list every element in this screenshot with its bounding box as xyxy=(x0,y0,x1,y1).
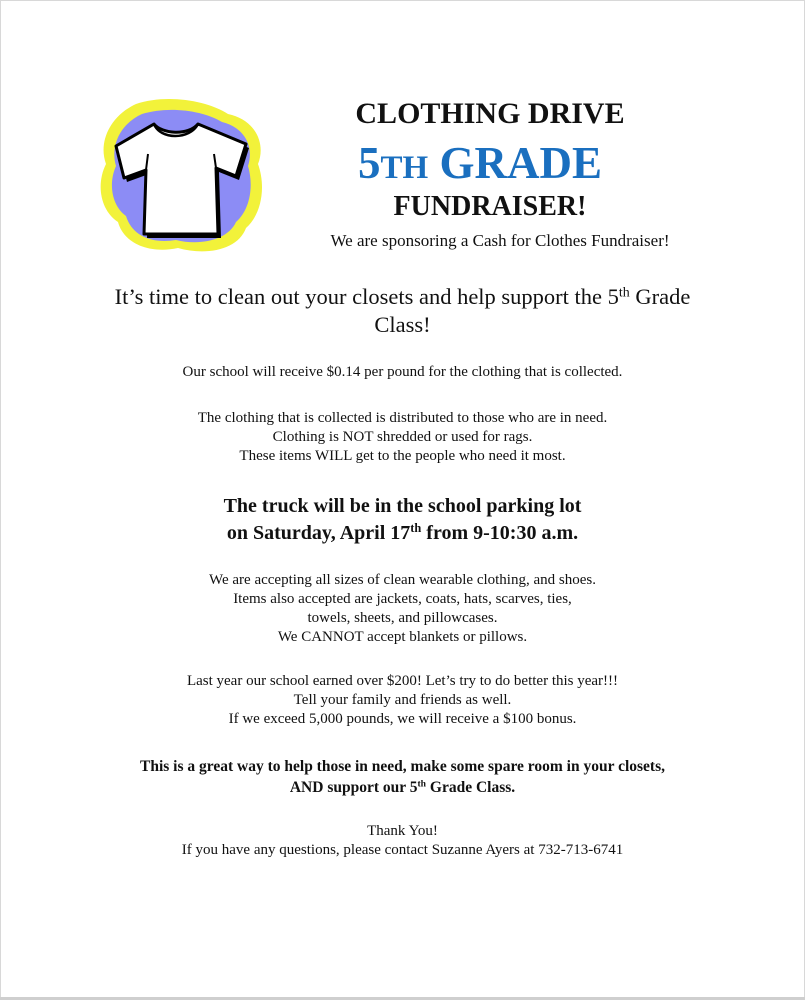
t-shirt-icon xyxy=(96,94,268,256)
grade-word: GRADE xyxy=(428,138,602,188)
grade-th: TH xyxy=(380,150,429,186)
closing-bold-paragraph xyxy=(70,756,735,798)
distribution-line: The clothing that is collected is distributed to those who are in need. xyxy=(197,410,608,426)
contact-line: If you have any questions, please contact Suzanne Ayers at 732-713-6741 xyxy=(181,842,624,858)
closing-line-1: This is a great way to help those in need, make some spare room in your closets, xyxy=(140,758,665,775)
thanks-paragraph xyxy=(80,822,725,860)
accepting-paragraph xyxy=(80,571,725,647)
last-year-line: If we exceed 5,000 pounds, we will receive a $100 bonus. xyxy=(228,711,577,727)
lead-text-b: Grade xyxy=(629,284,691,309)
distribution-line: Clothing is NOT shredded or used for rags. xyxy=(272,429,533,445)
accepting-line: Items also accepted are jackets, coats, hats, scarves, ties, xyxy=(233,591,572,607)
accepting-line: towels, sheets, and pillowcases. xyxy=(307,610,498,626)
last-year-line: Last year our school earned over $200! Let’s try to do better this year!!! xyxy=(186,673,619,689)
lead-line-2: Class! xyxy=(374,312,431,337)
lead-sup: th xyxy=(618,285,630,301)
distribution-line: These items WILL get to the people who need it most. xyxy=(239,448,566,464)
lead-text-a: It’s time to clean out your closets and help support the 5 xyxy=(114,284,619,309)
title-grade xyxy=(320,137,640,194)
truck-time-text: from 9-10:30 a.m. xyxy=(421,522,579,544)
truck-date-text: on Saturday, April 17 xyxy=(226,522,411,544)
truck-line-2 xyxy=(80,520,725,547)
closing-sup: th xyxy=(417,778,427,790)
closing-line-2 xyxy=(70,777,735,798)
truck-date-sup: th xyxy=(410,521,422,536)
title-fundraiser: FUNDRAISER! xyxy=(393,191,587,222)
sponsor-line: We are sponsoring a Cash for Clothes Fundraiser! xyxy=(330,231,670,250)
lead-line-1 xyxy=(70,283,735,311)
last-year-paragraph xyxy=(80,672,725,729)
title-clothing-drive: CLOTHING DRIVE xyxy=(355,97,625,130)
closing-text-b: Grade Class. xyxy=(426,779,516,796)
distribution-paragraph xyxy=(80,409,725,466)
last-year-line: Tell your family and friends as well. xyxy=(293,692,512,708)
payment-paragraph: Our school will receive $0.14 per pound for the clothing that is collected. xyxy=(182,364,623,380)
thank-you-line: Thank You! xyxy=(367,823,438,839)
accepting-line: We CANNOT accept blankets or pillows. xyxy=(277,629,528,645)
lead-paragraph xyxy=(70,283,735,339)
truck-line-1: The truck will be in the school parking lot xyxy=(223,495,582,517)
grade-number: 5 xyxy=(358,138,381,188)
truck-announcement xyxy=(80,493,725,547)
accepting-line: We are accepting all sizes of clean wearable clothing, and shoes. xyxy=(209,572,596,588)
closing-text-a: AND support our 5 xyxy=(289,779,418,796)
